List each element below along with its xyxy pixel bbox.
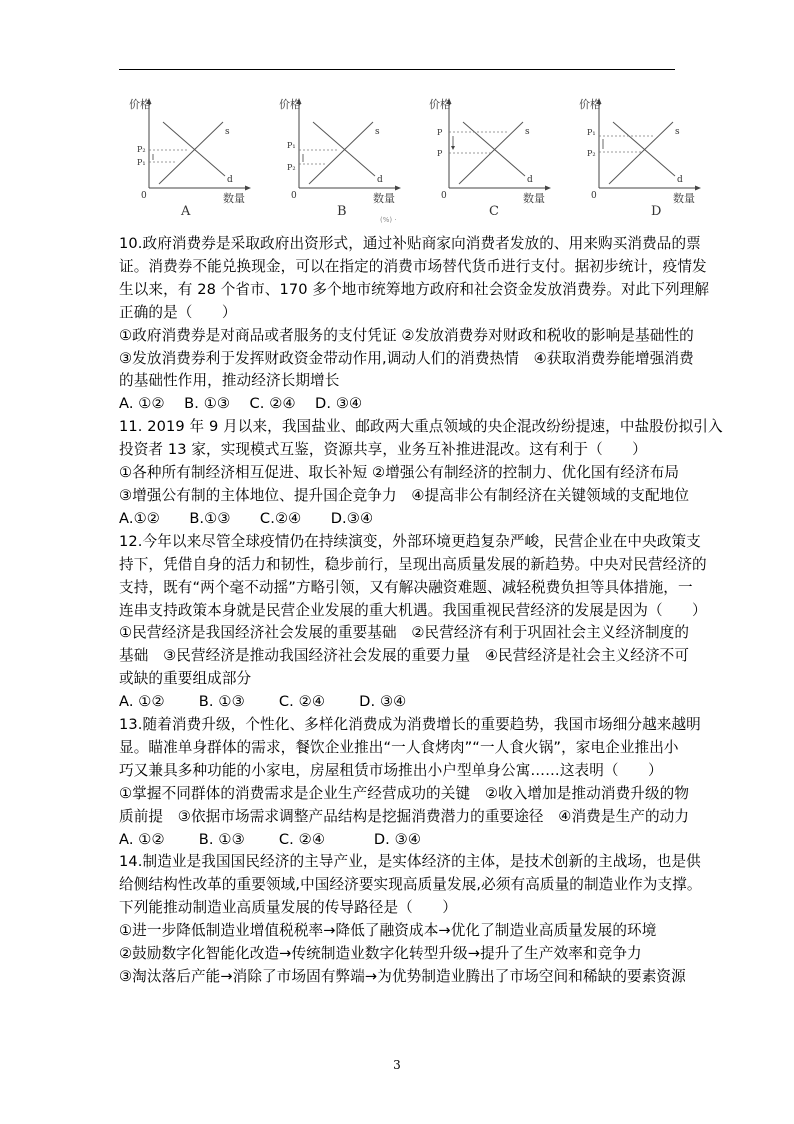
text-line: ①各种所有制经济相互促进、取长补短 ②增强公有制经济的控制力、优化国有经济布局 xyxy=(119,464,680,482)
text-line: ②鼓励数字化智能化改造→传统制造业数字化转型升级→提升了生产效率和竞争力 xyxy=(119,945,642,963)
price-upper-label: P₁ xyxy=(587,128,596,137)
text-line: 基础 ③民营经济是推动我国经济社会发展的重要力量 ④民营经济是社会主义经济不可 xyxy=(119,647,690,665)
text-line: 13.随着消费升级，个性化、多样化消费成为消费增长的重要趋势，我国市场细分越来越明 xyxy=(119,716,701,734)
text-line: 的基础性作用，推动经济长期增长 xyxy=(119,372,340,390)
text-line: ①民营经济是我国经济社会发展的重要基础 ②民营经济有利于巩固社会主义经济制度的 xyxy=(119,624,690,642)
text-line: ③发放消费券利于发挥财政资金带动作用,调动人们的消费热情 ④获取消费券能增强消费 xyxy=(119,349,694,367)
figure-d xyxy=(569,92,709,224)
figure-c xyxy=(419,92,559,224)
header-rule xyxy=(119,69,675,70)
x-axis-label: 数量 xyxy=(373,192,395,205)
price-lower-label: P₂ xyxy=(587,149,596,158)
origin-label: 0 xyxy=(291,191,297,201)
text-line: 14.制造业是我国国民经济的主导产业，是实体经济的主体，是技术创新的主战场，也是供 xyxy=(119,853,701,871)
graph-b xyxy=(269,92,409,205)
demand-label: d xyxy=(527,175,533,185)
text-line: 质前提 ③依据市场需求调整产品结构是挖掘消费潜力的重要途径 ④消费是生产的动力 xyxy=(119,807,690,825)
y-axis-label: 价格 xyxy=(279,98,301,111)
y-axis-label: 价格 xyxy=(579,98,601,111)
text-line: 10.政府消费券是采取政府出资形式，通过补贴商家向消费者发放的、用来购买消费品的票 xyxy=(119,235,701,252)
supply-label: s xyxy=(375,127,380,137)
x-axis-label: 数量 xyxy=(523,192,545,205)
graph-c xyxy=(419,92,559,205)
figure-label: C xyxy=(489,204,499,219)
text-line: 证。消费券不能兑换现金，可以在指定的消费市场替代货币进行支付。据初步统计，疫情发 xyxy=(119,257,707,275)
text-line: ③增强公有制的主体地位、提升国企竞争力 ④提高非公有制经济在关键领域的支配地位 xyxy=(119,486,690,504)
figure-b xyxy=(269,92,409,224)
price-upper-label: P₁ xyxy=(287,141,296,150)
text-line: 投资者 13 家，实现模式互鉴，资源共享，业务互补推进混改。这有利于（ ） xyxy=(119,441,647,459)
figure-label: D xyxy=(651,204,662,219)
answer-options: A.①② B.①③ C.②④ D.③④ xyxy=(119,509,374,527)
figure-caption: (%) · xyxy=(380,216,397,224)
text-line: 11. 2019 年 9 月以来，我国盐业、邮政两大重点领域的央企混改纷纷提速，中盐股份拟引入 xyxy=(119,418,723,436)
price-upper-label: P₂ xyxy=(137,145,146,154)
text-line: 给侧结构性改革的重要领域,中国经济要实现高质量发展,必须有高质量的制造业作为支撑。 xyxy=(119,876,702,894)
figure-a xyxy=(119,92,259,224)
demand-label: d xyxy=(377,175,383,185)
answer-options: A. ①② B. ①③ C. ②④ D. ③④ xyxy=(119,693,407,711)
x-axis-label: 数量 xyxy=(673,192,695,205)
graph-a xyxy=(119,92,259,205)
text-line: 巧又兼具多种功能的小家电，房屋租赁市场推出小户型单身公寓……这表明（ ） xyxy=(119,761,663,779)
supply-label: s xyxy=(525,127,530,137)
text-line: 或缺的重要组成部分 xyxy=(119,670,252,688)
y-axis-label: 价格 xyxy=(429,98,451,111)
price-upper-label: P xyxy=(437,128,443,137)
text-line: ①掌握不同群体的消费需求是企业生产经营成功的关键 ②收入增加是推动消费升级的物 xyxy=(119,784,690,802)
text-line: 正确的是（ ） xyxy=(119,303,237,321)
demand-label: d xyxy=(227,175,233,185)
figure-label: B xyxy=(337,204,347,219)
text-line: 支持，既有“两个毫不动摇”方略引领，又有解决融资难题、减轻税费负担等具体措施，一 xyxy=(119,578,693,596)
text-line: ③淘汰落后产能→消除了市场固有弊端→为优势制造业腾出了市场空间和稀缺的要素资源 xyxy=(119,968,686,985)
text-line: 12.今年以来尽管全球疫情仍在持续演变，外部环境更趋复杂严峻，民营企业在中央政策支 xyxy=(119,532,701,550)
origin-label: 0 xyxy=(441,191,447,201)
origin-label: 0 xyxy=(591,191,597,201)
text-line: ①进一步降低制造业增值税税率→降低了融资成本→优化了制造业高质量发展的环境 xyxy=(119,922,657,940)
supply-label: s xyxy=(225,127,230,137)
question-text xyxy=(119,233,723,989)
text-line: 显。瞄准单身群体的需求，餐饮企业推出“一人食烤肉”“一人食火锅”，家电企业推出小 xyxy=(119,738,679,756)
price-lower-label: P₁ xyxy=(137,158,146,167)
origin-label: 0 xyxy=(141,191,147,201)
text-line: 下列能推动制造业高质量发展的传导路径是（ ） xyxy=(119,899,457,917)
figure-label: A xyxy=(181,204,191,219)
price-lower-label: P₂ xyxy=(287,163,296,172)
text-line: 连串支持政策本身就是民营企业发展的重大机遇。我国重视民营经济的发展是因为（ ） xyxy=(119,601,707,619)
graph-d xyxy=(569,92,709,205)
supply-label: s xyxy=(675,127,680,137)
answer-options: A. ①② B. ①③ C. ②④ D. ③④ xyxy=(119,395,363,413)
demand-label: d xyxy=(677,175,683,185)
y-axis-label: 价格 xyxy=(129,98,151,111)
page-number: 3 xyxy=(393,1058,401,1072)
supply-demand-figures xyxy=(119,92,719,227)
answer-options: A. ①② B. ①③ C. ②④ D. ③④ xyxy=(119,830,422,848)
text-line: 生以来，有 28 个省市、170 多个地市统筹地方政府和社会资金发放消费券。对此下列理解 xyxy=(119,280,710,298)
text-line: 持下，凭借自身的活力和韧性，稳步前行，呈现出高质量发展的新趋势。中央对民营经济的 xyxy=(119,555,707,573)
x-axis-label: 数量 xyxy=(223,192,245,205)
text-line: ①政府消费券是对商品或者服务的支付凭证 ②发放消费券对财政和税收的影响是基础性的 xyxy=(119,326,694,344)
price-lower-label: P xyxy=(437,149,443,158)
